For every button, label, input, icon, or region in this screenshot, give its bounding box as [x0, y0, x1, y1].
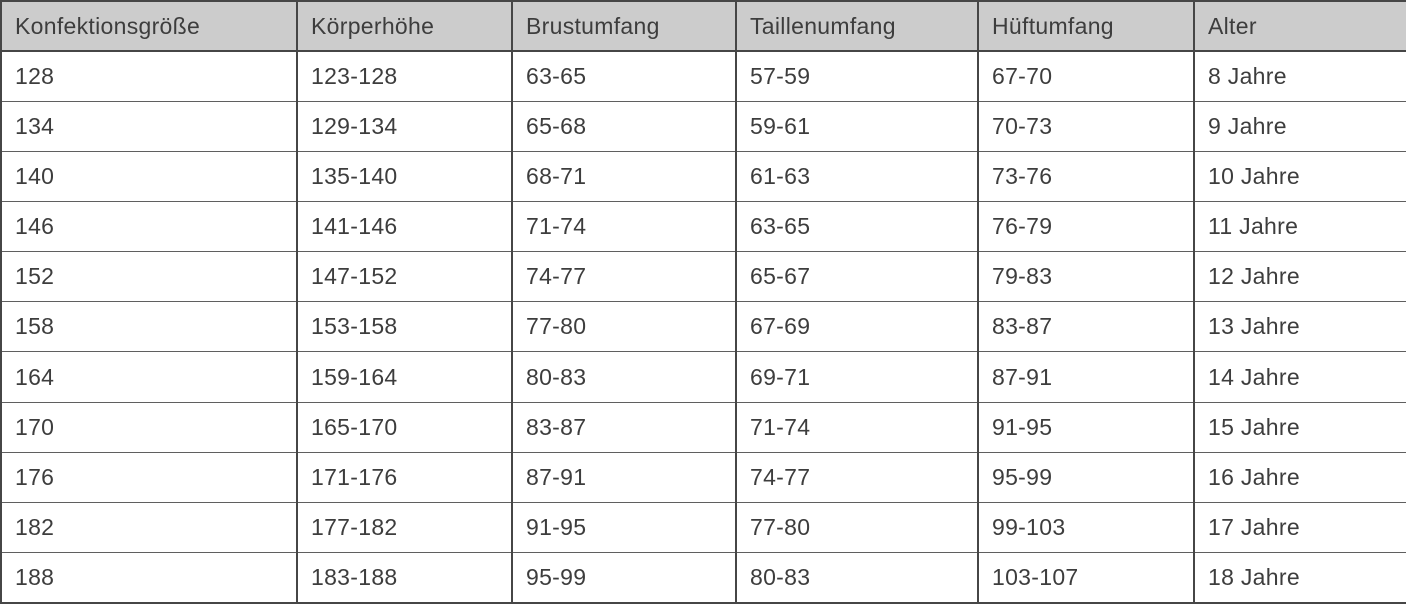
cell-taillenumfang: 71-74	[736, 402, 978, 452]
cell-brustumfang: 77-80	[512, 302, 736, 352]
cell-brustumfang: 63-65	[512, 51, 736, 102]
cell-alter: 8 Jahre	[1194, 51, 1406, 102]
cell-brustumfang: 83-87	[512, 402, 736, 452]
header-cell-taillenumfang: Taillenumfang	[736, 1, 978, 51]
cell-hueftumfang: 73-76	[978, 152, 1194, 202]
cell-konfektionsgroesse: 188	[1, 552, 297, 603]
cell-hueftumfang: 87-91	[978, 352, 1194, 402]
cell-koerperhoehe: 153-158	[297, 302, 512, 352]
cell-koerperhoehe: 123-128	[297, 51, 512, 102]
table-row	[1, 51, 1406, 102]
cell-hueftumfang: 103-107	[978, 552, 1194, 603]
table-row	[1, 102, 1406, 152]
cell-koerperhoehe: 159-164	[297, 352, 512, 402]
cell-alter: 13 Jahre	[1194, 302, 1406, 352]
cell-konfektionsgroesse: 176	[1, 452, 297, 502]
cell-alter: 14 Jahre	[1194, 352, 1406, 402]
cell-taillenumfang: 69-71	[736, 352, 978, 402]
table-row	[1, 252, 1406, 302]
cell-brustumfang: 91-95	[512, 502, 736, 552]
cell-alter: 12 Jahre	[1194, 252, 1406, 302]
cell-konfektionsgroesse: 158	[1, 302, 297, 352]
cell-taillenumfang: 59-61	[736, 102, 978, 152]
cell-hueftumfang: 91-95	[978, 402, 1194, 452]
table-row	[1, 352, 1406, 402]
table-row	[1, 502, 1406, 552]
header-cell-brustumfang: Brustumfang	[512, 1, 736, 51]
cell-taillenumfang: 57-59	[736, 51, 978, 102]
cell-koerperhoehe: 147-152	[297, 252, 512, 302]
table-row	[1, 552, 1406, 603]
cell-taillenumfang: 74-77	[736, 452, 978, 502]
cell-konfektionsgroesse: 170	[1, 402, 297, 452]
cell-hueftumfang: 83-87	[978, 302, 1194, 352]
cell-taillenumfang: 61-63	[736, 152, 978, 202]
cell-koerperhoehe: 165-170	[297, 402, 512, 452]
cell-hueftumfang: 76-79	[978, 202, 1194, 252]
cell-brustumfang: 65-68	[512, 102, 736, 152]
cell-hueftumfang: 95-99	[978, 452, 1194, 502]
table-row	[1, 302, 1406, 352]
cell-konfektionsgroesse: 146	[1, 202, 297, 252]
cell-koerperhoehe: 183-188	[297, 552, 512, 603]
cell-konfektionsgroesse: 128	[1, 51, 297, 102]
table-row	[1, 202, 1406, 252]
cell-brustumfang: 80-83	[512, 352, 736, 402]
header-cell-hueftumfang: Hüftumfang	[978, 1, 1194, 51]
cell-taillenumfang: 63-65	[736, 202, 978, 252]
cell-brustumfang: 95-99	[512, 552, 736, 603]
cell-hueftumfang: 67-70	[978, 51, 1194, 102]
cell-alter: 15 Jahre	[1194, 402, 1406, 452]
cell-koerperhoehe: 141-146	[297, 202, 512, 252]
cell-hueftumfang: 99-103	[978, 502, 1194, 552]
cell-alter: 10 Jahre	[1194, 152, 1406, 202]
cell-brustumfang: 74-77	[512, 252, 736, 302]
cell-taillenumfang: 65-67	[736, 252, 978, 302]
header-cell-alter: Alter	[1194, 1, 1406, 51]
table-row	[1, 402, 1406, 452]
cell-konfektionsgroesse: 140	[1, 152, 297, 202]
cell-alter: 18 Jahre	[1194, 552, 1406, 603]
cell-konfektionsgroesse: 134	[1, 102, 297, 152]
cell-koerperhoehe: 135-140	[297, 152, 512, 202]
cell-brustumfang: 87-91	[512, 452, 736, 502]
cell-taillenumfang: 67-69	[736, 302, 978, 352]
cell-brustumfang: 68-71	[512, 152, 736, 202]
table-row	[1, 152, 1406, 202]
cell-alter: 17 Jahre	[1194, 502, 1406, 552]
table-row	[1, 452, 1406, 502]
header-cell-koerperhoehe: Körperhöhe	[297, 1, 512, 51]
cell-brustumfang: 71-74	[512, 202, 736, 252]
cell-konfektionsgroesse: 182	[1, 502, 297, 552]
cell-taillenumfang: 77-80	[736, 502, 978, 552]
header-cell-konfektionsgroesse: Konfektionsgröße	[1, 1, 297, 51]
cell-hueftumfang: 70-73	[978, 102, 1194, 152]
cell-konfektionsgroesse: 164	[1, 352, 297, 402]
cell-alter: 11 Jahre	[1194, 202, 1406, 252]
cell-alter: 9 Jahre	[1194, 102, 1406, 152]
cell-konfektionsgroesse: 152	[1, 252, 297, 302]
header-row	[1, 1, 1406, 51]
cell-alter: 16 Jahre	[1194, 452, 1406, 502]
cell-hueftumfang: 79-83	[978, 252, 1194, 302]
cell-taillenumfang: 80-83	[736, 552, 978, 603]
cell-koerperhoehe: 177-182	[297, 502, 512, 552]
cell-koerperhoehe: 129-134	[297, 102, 512, 152]
cell-koerperhoehe: 171-176	[297, 452, 512, 502]
